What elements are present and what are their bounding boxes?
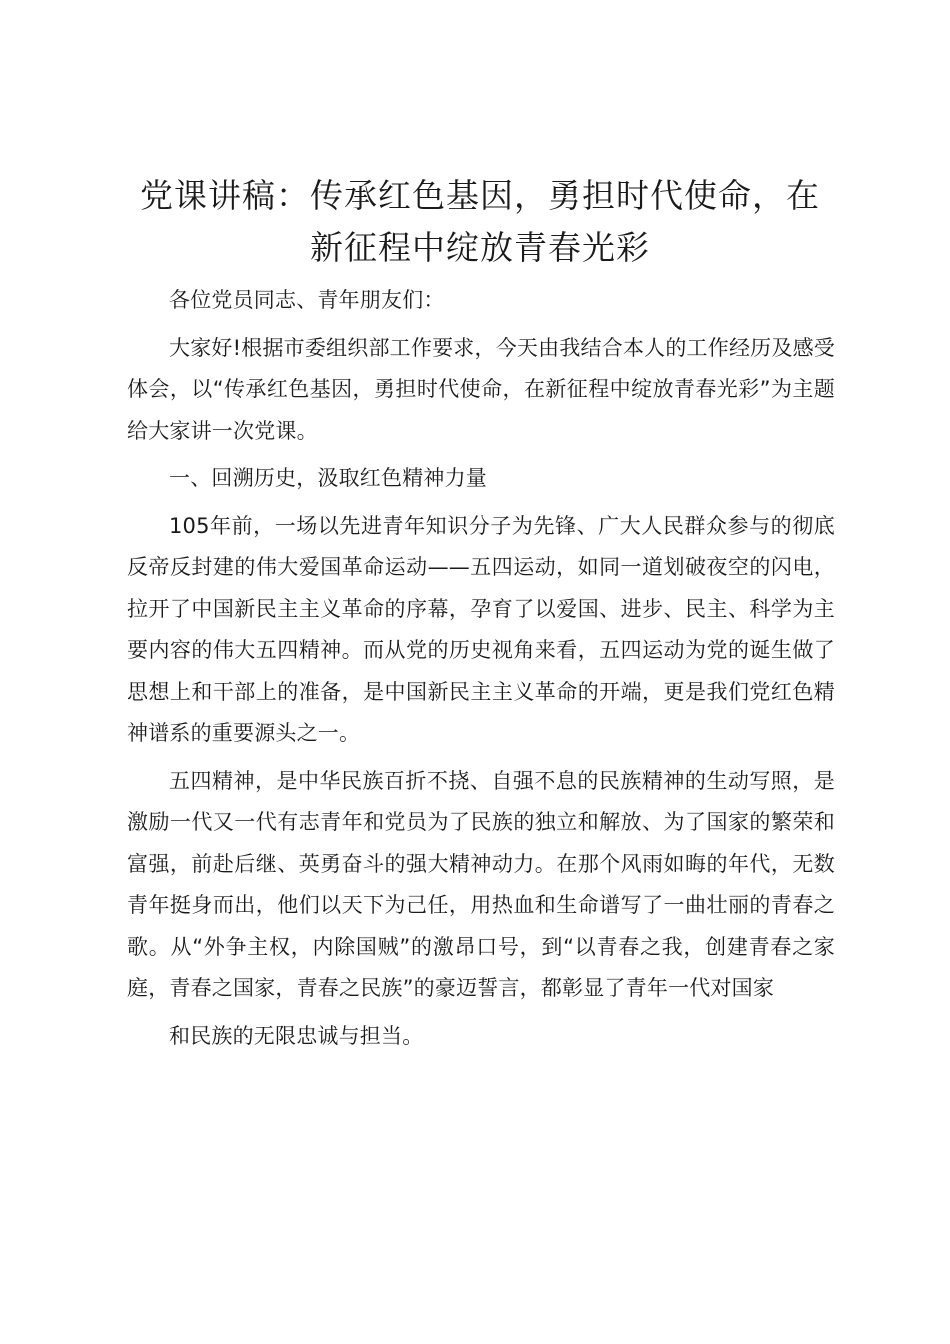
title-line-2: 新征程中绽放青春光彩: [310, 228, 650, 267]
title-line-1: 党课讲稿：传承红色基因，勇担时代使命，在: [140, 176, 820, 215]
history-paragraph: 105年前，一场以先进青年知识分子为先锋、广大人民群众参与的彻底反帝反封建的伟大爱国革命运动——五四运动，如同一道划破夜空的闪电，拉开了中国新民主主义革命的序幕，孕育了以爱国、进步、民主、科学为主要内容的伟大五四精神。而从党的历史视角来看，五四运动为党的诞生做了思想上和干部上的准备，是中国新民主主义革命的开端，更是我们党红色精神谱系的重要源头之一。: [127, 513, 835, 745]
salutation-paragraph: 各位党员同志、青年朋友们：: [169, 288, 445, 312]
intro-paragraph: 大家好!根据市委组织部工作要求，今天由我结合本人的工作经历及感受体会，以“传承红色基因，勇担时代使命，在新征程中绽放青春光彩”为主题给大家讲一次党课。: [127, 335, 835, 443]
document-title: [100, 170, 860, 274]
spirit-paragraph: 五四精神，是中华民族百折不挠、自强不息的民族精神的生动写照，是激励一代又一代有志青年和党员为了民族的独立和解放、为了国家的繁荣和富强，前赴后继、英勇奋斗的强大精神动力。在那个风雨如晦的年代，无数青年挺身而出，他们以天下为己任，用热血和生命谱写了一曲壮丽的青春之歌。从“外争主权，内除国贼”的激昂口号，到“以青春之我，创建青春之家庭，青春之国家，青春之民族”的豪迈誓言，都彰显了青年一代对国家: [127, 768, 835, 1000]
document-body: [127, 280, 835, 1057]
section-heading: 一、回溯历史，汲取红色精神力量: [169, 466, 487, 490]
closing-fragment-paragraph: 和民族的无限忠诚与担当。: [169, 1023, 424, 1048]
